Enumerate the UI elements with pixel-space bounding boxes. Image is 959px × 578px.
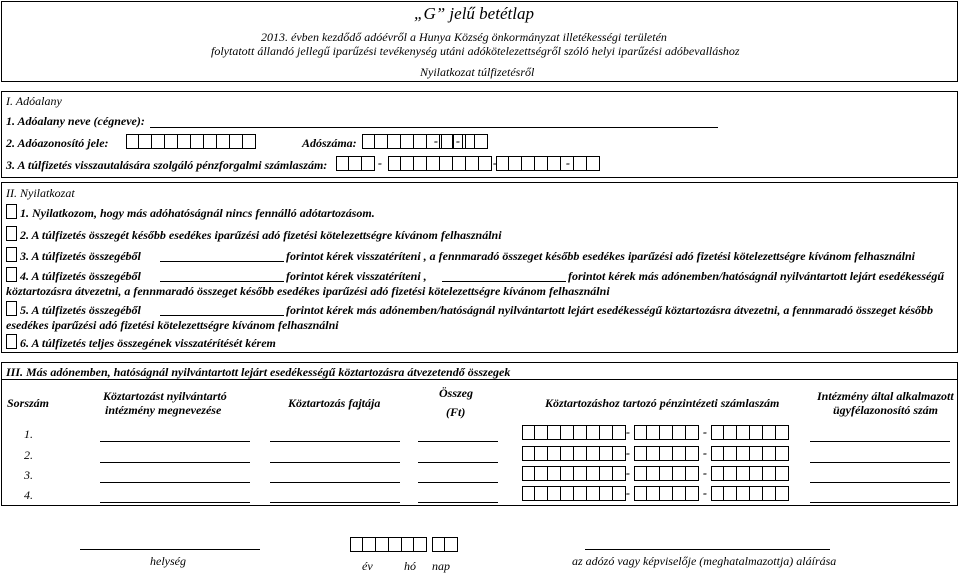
separator-dash: - [703, 446, 707, 460]
bank-account-label: 3. A túlfizetés visszautalására szolgáló pénzforgalmi számlaszám: [6, 158, 328, 172]
row-institution-field[interactable] [100, 502, 250, 503]
year-label: év [362, 559, 373, 573]
item5-text-c: esedékes iparűzési adó fizetési kötelezettségre kívánom felhasználni [6, 318, 339, 332]
section2-title: II. Nyilatkozat [6, 186, 75, 200]
taxpayer-name-label: 1. Adóalany neve (cégneve): [6, 114, 145, 128]
row-account-part2[interactable] [634, 446, 699, 461]
separator-dash: - [703, 486, 707, 500]
section3-divider [1, 379, 958, 380]
item4-checkbox[interactable] [6, 267, 17, 282]
item5-text-a: 5. A túlfizetés összegéből [20, 303, 141, 317]
tax-number-part3[interactable] [462, 134, 488, 149]
section3-title: III. Más adónemben, hatóságnál nyilvántartott lejárt esedékességű köztartozásra átvezetendő összegek [6, 365, 511, 379]
row-account-part2[interactable] [634, 486, 699, 501]
section1-title: I. Adóalany [6, 94, 62, 108]
row-number: 1. [24, 427, 33, 441]
separator-dash: - [626, 446, 630, 460]
bank-account-part3[interactable] [496, 156, 600, 171]
header-line2: folytatott állandó jellegű iparűzési tevékenység utáni adókötelezettségről szóló helyi iparűzési adóbevalláshoz [211, 44, 740, 58]
signature-field[interactable] [585, 549, 830, 550]
row-institution-field[interactable] [100, 441, 250, 442]
row-account-part3[interactable] [711, 425, 789, 440]
row-amount-field[interactable] [418, 482, 498, 483]
row-client-id-field[interactable] [810, 441, 950, 442]
bank-account-part1[interactable] [336, 156, 375, 171]
row-debt-type-field[interactable] [270, 462, 400, 463]
col-header-client-id-2: ügyfélazonosító szám [833, 403, 939, 417]
row-account-part1[interactable] [522, 446, 626, 461]
item3-text-b: forintot kérek visszatéríteni , a fennmaradó összeget később esedékes iparűzési adó fizetési kötelezettségre kívánom felhasználni [286, 249, 915, 263]
item5-checkbox[interactable] [6, 301, 17, 316]
row-debt-type-field[interactable] [270, 441, 400, 442]
item3-amount-field[interactable] [160, 261, 284, 262]
separator-dash: - [378, 156, 382, 170]
row-debt-type-field[interactable] [270, 502, 400, 503]
day-label: nap [432, 559, 450, 573]
item6-text: 6. A túlfizetés teljes összegének visszatérítését kérem [20, 336, 276, 350]
row-debt-type-field[interactable] [270, 482, 400, 483]
month-field[interactable] [401, 537, 427, 552]
row-amount-field[interactable] [418, 462, 498, 463]
separator-dash: - [626, 425, 630, 439]
row-account-part2[interactable] [634, 425, 699, 440]
row-number: 4. [24, 488, 33, 502]
col-header-debt-type: Köztartozás fajtája [288, 396, 381, 410]
item3-checkbox[interactable] [6, 247, 17, 262]
col-header-amount-1: Összeg [439, 386, 474, 400]
item4-text-c: forintot kérek más adónemben/hatóságnál nyilvántartott lejárt esedékességű [568, 269, 945, 283]
row-client-id-field[interactable] [810, 502, 950, 503]
taxpayer-name-field[interactable] [150, 127, 718, 128]
item5-text-b: forintot kérek más adónemben/hatóságnál nyilvántartott lejárt esedékességű köztartozásra átvezetni, a fennmaradó összeget később [286, 303, 934, 317]
separator-dash: - [456, 134, 460, 148]
item5-amount-field[interactable] [160, 315, 284, 316]
row-account-part1[interactable] [522, 466, 626, 481]
signature-label: az adózó vagy képviselője (meghatalmazottja) aláírása [572, 554, 837, 568]
row-account-part3[interactable] [711, 446, 789, 461]
col-header-number: Sorszám [7, 396, 50, 410]
row-number: 2. [24, 448, 33, 462]
row-client-id-field[interactable] [810, 482, 950, 483]
row-institution-field[interactable] [100, 482, 250, 483]
col-header-account: Köztartozáshoz tartozó pénzintézeti számlaszám [545, 396, 780, 410]
separator-dash: - [434, 134, 438, 148]
tax-id-label: 2. Adóazonosító jele: [6, 136, 109, 150]
item3-text-a: 3. A túlfizetés összegéből [20, 249, 141, 263]
col-header-client-id-1: Intézmény által alkalmazott [817, 389, 954, 403]
form-title: „G” jelű betétlap [414, 4, 534, 23]
row-amount-field[interactable] [418, 502, 498, 503]
tax-id-field[interactable] [126, 134, 256, 149]
separator-dash: - [493, 156, 497, 170]
header-line1: 2013. évben kezdődő adóévről a Hunya Község önkormányzat illetékességi területén [261, 30, 667, 44]
separator-dash: - [703, 466, 707, 480]
tax-number-part2[interactable] [441, 134, 454, 149]
item1-checkbox[interactable] [6, 204, 17, 219]
row-number: 3. [24, 468, 33, 482]
row-account-part2[interactable] [634, 466, 699, 481]
section3-box [1, 362, 958, 506]
row-account-part3[interactable] [711, 466, 789, 481]
item2-checkbox[interactable] [6, 226, 17, 241]
item4-text-d: köztartozásra átvezetni, a fennmaradó összeget később esedékes iparűzési adó fizetési kötelezettségre kívánom felhasználni [6, 284, 610, 298]
day-field[interactable] [432, 537, 458, 552]
separator-dash: - [626, 486, 630, 500]
row-account-part1[interactable] [522, 425, 626, 440]
col-header-institution-2: intézmény megnevezése [105, 403, 222, 417]
place-label: helység [150, 554, 186, 568]
row-account-part3[interactable] [711, 486, 789, 501]
tax-number-label: Adószáma: [302, 136, 357, 150]
row-institution-field[interactable] [100, 462, 250, 463]
separator-dash: - [703, 425, 707, 439]
place-field[interactable] [80, 549, 260, 550]
item4-amount-refund-field[interactable] [160, 281, 284, 282]
item6-checkbox[interactable] [6, 334, 17, 349]
col-header-amount-2: (Ft) [446, 405, 466, 419]
month-label: hó [404, 559, 416, 573]
item4-text-b: forintot kérek visszatéríteni , [286, 269, 427, 283]
row-client-id-field[interactable] [810, 462, 950, 463]
year-field[interactable] [350, 537, 402, 552]
item1-text: 1. Nyilatkozom, hogy más adóhatóságnál nincs fennálló adótartozásom. [20, 206, 375, 220]
row-amount-field[interactable] [418, 441, 498, 442]
col-header-institution-1: Köztartozást nyilvántartó [103, 389, 227, 403]
separator-dash: - [566, 156, 570, 170]
header-subtitle: Nyilatkozat túlfizetésről [420, 65, 535, 79]
separator-dash: - [626, 466, 630, 480]
item4-text-a: 4. A túlfizetés összegéből [20, 269, 141, 283]
item2-text: 2. A túlfizetés összegét később esedékes iparűzési adó fizetési kötelezettségre kívánom felhasználni [20, 228, 502, 242]
item4-amount-transfer-field[interactable] [442, 281, 566, 282]
bank-account-part2[interactable] [388, 156, 492, 171]
row-account-part1[interactable] [522, 486, 626, 501]
